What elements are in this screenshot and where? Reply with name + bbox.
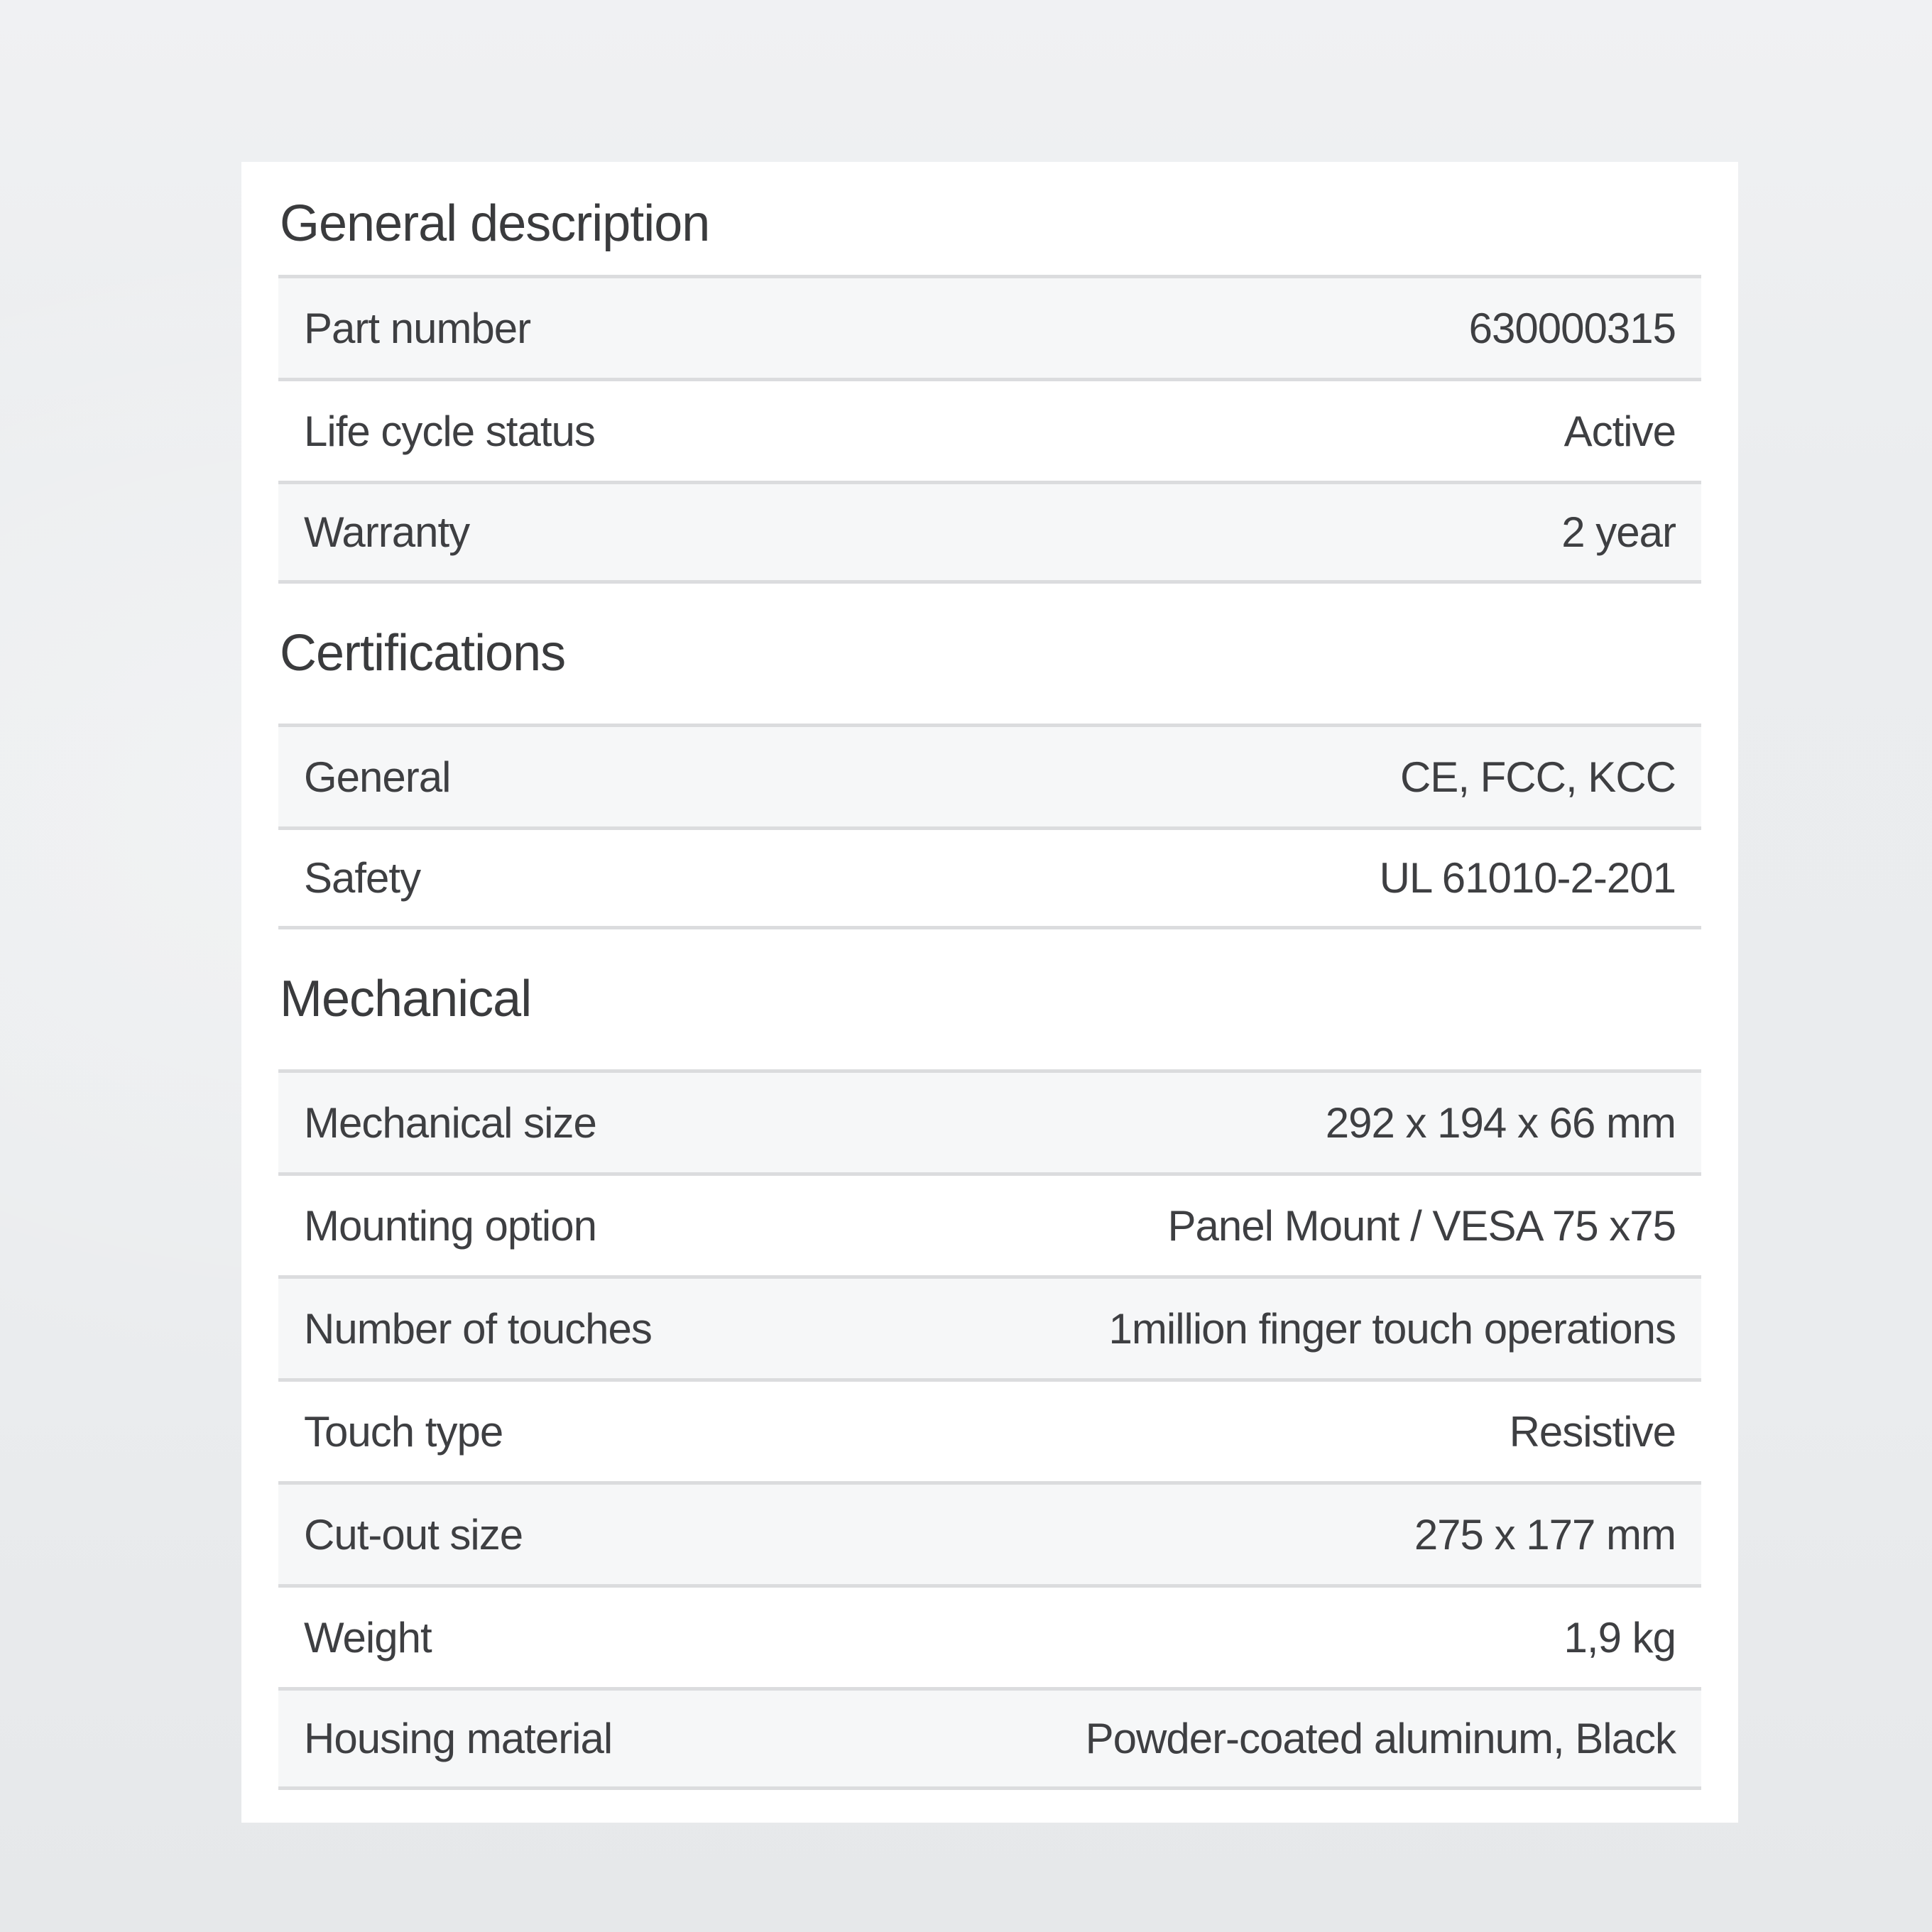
spec-row-label: General <box>304 753 451 801</box>
section-rows <box>278 1069 1701 1790</box>
spec-row-value: 275 x 177 mm <box>1414 1510 1676 1559</box>
spec-row <box>278 378 1701 481</box>
spec-row-value: 292 x 194 x 66 mm <box>1325 1098 1676 1147</box>
spec-row-value: 1,9 kg <box>1563 1613 1676 1661</box>
spec-row-value: Active <box>1563 407 1676 455</box>
spec-row <box>278 1275 1701 1378</box>
spec-row-label: Mounting option <box>304 1201 596 1250</box>
spec-row-value: Resistive <box>1509 1407 1676 1456</box>
section-rows <box>278 275 1701 584</box>
spec-row <box>278 275 1701 378</box>
spec-row-value: Panel Mount / VESA 75 x75 <box>1167 1201 1676 1250</box>
spec-row <box>278 826 1701 929</box>
spec-row <box>278 1584 1701 1687</box>
section-heading: General description <box>280 195 710 252</box>
spec-row-label: Mechanical size <box>304 1098 596 1147</box>
spec-row-value: 1million finger touch operations <box>1108 1304 1676 1353</box>
spec-row-label: Part number <box>304 304 531 352</box>
section-certifications <box>278 623 1701 929</box>
section-heading: Mechanical <box>280 971 532 1027</box>
spec-row-label: Safety <box>304 854 421 902</box>
section-general-description <box>278 193 1701 584</box>
spec-row <box>278 1172 1701 1275</box>
spec-card <box>241 162 1738 1823</box>
spec-row <box>278 1481 1701 1584</box>
spec-row <box>278 1378 1701 1481</box>
spec-row-value: 2 year <box>1561 508 1676 556</box>
spec-row-value: 630000315 <box>1468 304 1676 352</box>
spec-row-label: Weight <box>304 1613 432 1661</box>
spec-row <box>278 724 1701 826</box>
spec-row-label: Touch type <box>304 1407 503 1456</box>
section-heading: Certifications <box>280 625 566 682</box>
spec-row-label: Warranty <box>304 508 470 556</box>
spec-row <box>278 481 1701 584</box>
spec-row-label: Cut-out size <box>304 1510 523 1559</box>
spec-row-label: Life cycle status <box>304 407 595 455</box>
spec-row-value: Powder-coated aluminum, Black <box>1085 1715 1676 1762</box>
section-mechanical <box>278 968 1701 1790</box>
section-rows <box>278 724 1701 929</box>
spec-row-value: CE, FCC, KCC <box>1399 753 1676 801</box>
spec-row-label: Number of touches <box>304 1304 652 1353</box>
spec-row-label: Housing material <box>304 1715 613 1762</box>
spec-row <box>278 1687 1701 1790</box>
spec-row-value: UL 61010-2-201 <box>1379 854 1676 902</box>
spec-row <box>278 1069 1701 1172</box>
